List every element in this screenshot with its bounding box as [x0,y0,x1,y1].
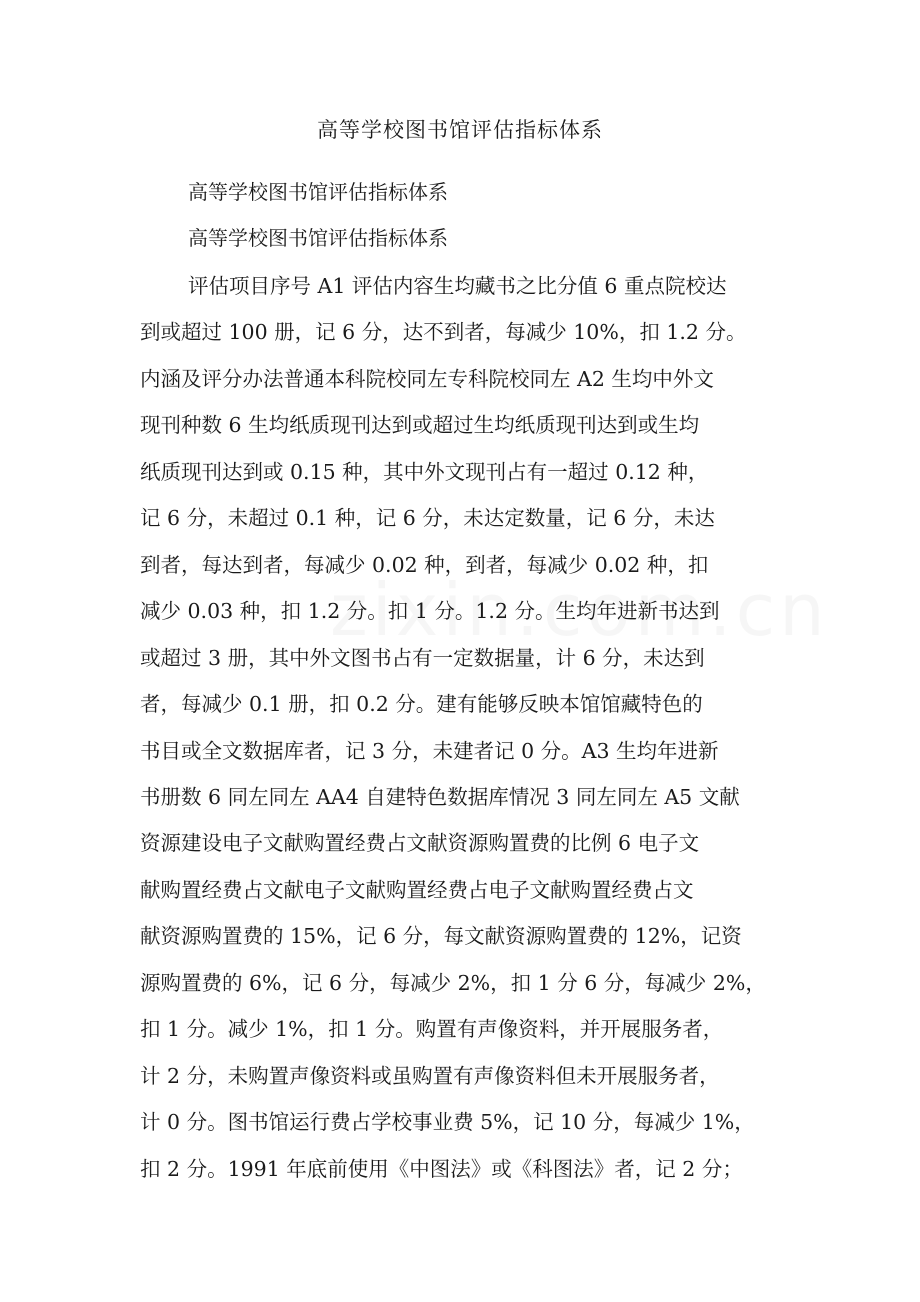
body-line: 计 0 分。图书馆运行费占学校事业费 5%，记 10 分，每减少 1%， [140,1110,755,1135]
body-line: 计 2 分，未购置声像资料或虽购置有声像资料但未开展服务者， [140,1063,720,1088]
document-title: 高等学校图书馆评估指标体系 [317,118,603,142]
body-line: 者，每减少 0.1 册，扣 0.2 分。建有能够反映本馆馆藏特色的 [140,692,703,717]
body-line: 书册数 6 同左同左 AA4 自建特色数据库情况 3 同左同左 A5 文献 [140,784,740,809]
body-line: 献资源购置费的 15%，记 6 分，每文献资源购置费的 12%，记资 [140,924,742,949]
body-line: 书目或全文数据库者，记 3 分，未建者记 0 分。A3 生均年进新 [140,738,719,763]
body-line: 到者，每达到者，每减少 0.02 种，到者，每减少 0.02 种，扣 [140,552,709,577]
body-line: 内涵及评分办法普通本科院校同左专科院校同左 A2 生均中外文 [140,366,714,391]
body-line: 源购置费的 6%，记 6 分，每减少 2%，扣 1 分 6 分，每减少 2%， [140,970,766,995]
body-line: 资源建设电子文献购置经费占文献资源购置费的比例 6 电子文 [140,831,700,856]
document-subtitle: 高等学校图书馆评估指标体系 [188,180,448,204]
body-line: 评估项目序号 A1 评估内容生均藏书之比分值 6 重点院校达 [188,274,727,298]
body-line: 现刊种数 6 生均纸质现刊达到或超过生均纸质现刊达到或生均 [140,413,700,438]
body-line: 到或超过 100 册，记 6 分，达不到者，每减少 10%，扣 1.2 分。 [140,320,747,345]
body-line: 纸质现刊达到或 0.15 种，其中外文现刊占有一超过 0.12 种， [140,459,709,484]
body-line: 扣 1 分。减少 1%，扣 1 分。购置有声像资料，并开展服务者， [140,1017,724,1042]
document-subtitle: 高等学校图书馆评估指标体系 [188,226,448,250]
body-line: 扣 2 分。1991 年底前使用《中图法》或《科图法》者，记 2 分； [140,1156,743,1181]
body-line: 或超过 3 册，其中外文图书占有一定数据量，计 6 分，未达到 [140,645,705,670]
body-line: 减少 0.03 种，扣 1.2 分。扣 1 分。1.2 分。生均年进新书达到 [140,599,720,624]
body-line: 记 6 分，未超过 0.1 种，记 6 分，未达定数量，记 6 分，未达 [140,506,715,531]
body-line: 献购置经费占文献电子文献购置经费占电子文献购置经费占文 [140,877,694,902]
